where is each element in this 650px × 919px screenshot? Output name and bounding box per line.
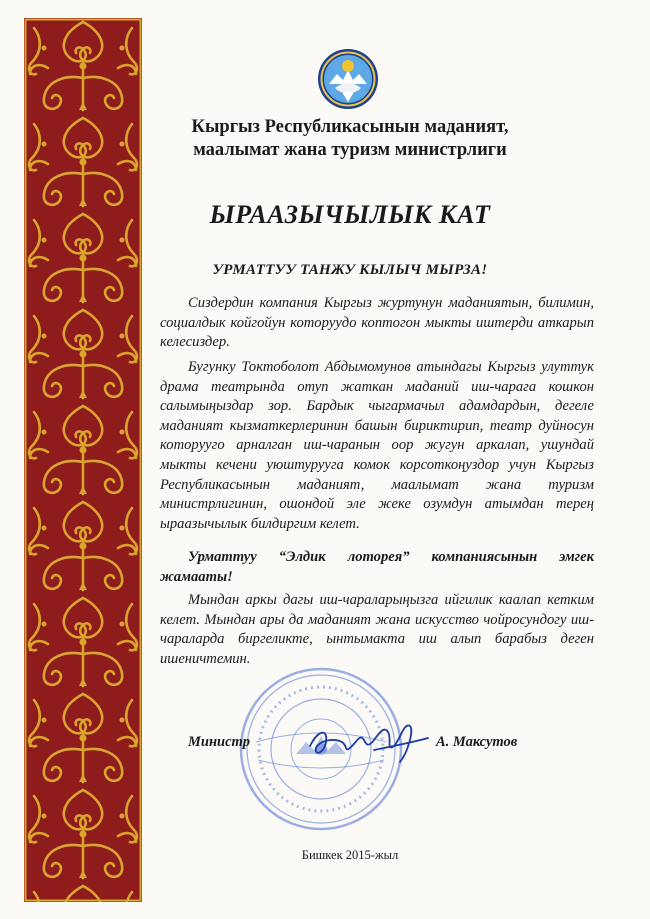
place-and-date: Бишкек 2015-жыл — [301, 848, 399, 862]
salutation: УРМАТТУУ ТАНЖУ КЫЛЫЧ МЫРЗА! — [212, 262, 488, 278]
ministry-name-line1: Кыргыз Республикасынын маданият, — [191, 117, 509, 137]
ornament-pattern-icon — [24, 18, 142, 902]
ministry-name-line2: маалымат жана туризм министрлиги — [193, 140, 507, 160]
state-emblem-icon — [317, 48, 379, 110]
ornamental-border — [24, 18, 142, 902]
paragraph-3-address: Урматтуу “Элдик лоторея” компаниясынын эмгек жамааты! — [160, 549, 594, 585]
signature-icon — [304, 712, 434, 767]
paragraph-1: Сиздердин компания Кыргыз журтунун маданиятын, билимин, социалдык койгойун котоpуудо коптогон мыкты иштерди аткарып келесиздер. — [160, 295, 594, 351]
document-title: ЫРААЗЫЧЫЛЫК КАТ — [209, 200, 491, 229]
signatory-name: А. Максутов — [436, 734, 518, 750]
signatory-role: Министр — [188, 734, 251, 750]
paragraph-4: Мындан аркы дагы иш-чараларыңызга ийгилик каалап кетким келет. Мындан ары да маданият жана искусство чойросундогу иш-чараларда биргеликте, ынтымакта иш алып барабыз деген ишеничтемин. — [160, 592, 594, 667]
paragraph-2: Бугунку Токтоболот Абдымомунов атындагы Кыргыз улуттук драма театрында отуп жаткан маданий иш-чарага кошкон салымыңыздар зор. Бардык чыгармачыл адамдардын, дегеле маданият кызматкерлеринин башын бириктирип, театр дуйносун котоpууго арналган иш-чаранын оор жугун аркалап, ушундай мыкты кечени уюштурууга комок корсоткоңуздор учун Кыргыз Республикасынын маданият, маалымат жана туризм министрлигинин, ошондой эле жеке озумдун атымдан терең ыраазычылык билдиргим келет. — [160, 359, 594, 532]
